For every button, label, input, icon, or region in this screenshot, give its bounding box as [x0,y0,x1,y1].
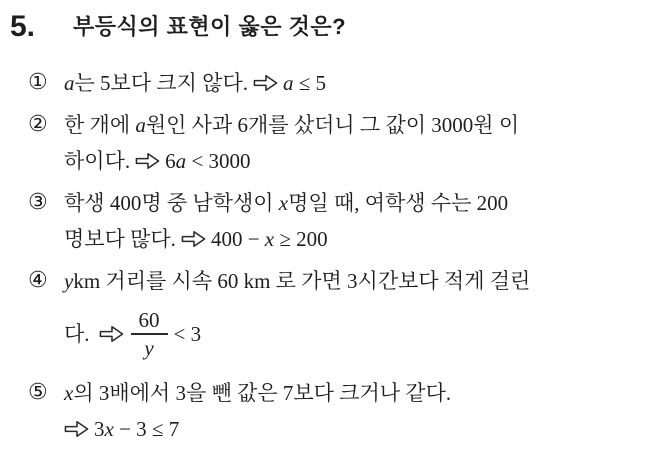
options-list [10,65,649,447]
math-variable: a [64,71,75,95]
rightwards-arrow-icon [99,324,124,344]
option-4-marker: ④ [28,268,48,293]
option-2-body [64,107,649,179]
option-4-body [64,263,649,369]
option-2 [28,107,649,179]
problem-number: 5. [10,10,36,43]
math-text: < 3 [173,322,202,346]
option-3 [28,185,649,257]
korean-text: 하이다. [64,149,131,173]
math-text: ≤ 5 [293,71,327,95]
math-variable: x [278,191,289,215]
option-3-body [64,185,649,257]
korean-text: 거리를 시속 60 km 로 가면 3시간보다 적게 걸린 [100,269,531,293]
option-1-line-1 [64,65,649,101]
option-1-body [64,65,649,101]
fraction-numerator: 60 [131,308,168,335]
problem-title: 부등식의 표현이 옳은 것은? [73,14,347,39]
korean-text: 명일 때, 여학생 수는 200 [288,191,509,215]
math-variable: a [135,113,146,137]
option-5-line-2 [64,411,649,447]
korean-text: 다. [64,322,90,346]
korean-text: 학생 400명 중 남학생이 [64,191,279,215]
math-variable: x [264,227,275,251]
option-4 [28,263,649,369]
option-3-marker: ③ [28,190,48,215]
korean-text: 원인 사과 6개를 샀더니 그 값이 3000원 이 [145,113,520,137]
problem-header [10,10,649,43]
math-text: 400 − [210,227,265,251]
math-text: − 3 ≤ 7 [113,417,180,441]
math-variable: x [104,417,114,441]
fraction [131,308,168,360]
rightwards-arrow-icon [253,73,278,93]
option-2-line-2 [64,143,649,179]
korean-text: 의 3배에서 3을 뺀 값은 7보다 크거나 같다. [73,381,452,405]
option-5-line-1 [64,375,649,411]
option-2-marker: ② [28,112,48,137]
option-3-line-2 [64,221,649,257]
math-text: 6 [165,149,176,173]
rightwards-arrow-icon [64,419,89,439]
korean-text: 명보다 많다. [64,227,176,251]
math-variable: a [283,71,294,95]
option-1-marker: ① [28,70,48,95]
korean-text: 한 개에 [64,113,136,137]
option-4-line-2 [64,299,649,369]
math-variable: x [64,381,74,405]
option-5-marker: ⑤ [28,380,48,405]
math-text: 3 [94,417,105,441]
math-text: km [73,269,101,293]
math-text: < 3000 [186,149,251,173]
math-text: ≥ 200 [274,227,328,251]
option-5-body [64,375,649,447]
math-variable: y [64,269,74,293]
option-2-line-1 [64,107,649,143]
rightwards-arrow-icon [135,151,160,171]
option-1 [28,65,649,101]
fraction-denominator: y [144,336,154,360]
math-variable: a [175,149,187,173]
option-4-line-1 [64,263,649,299]
option-5 [28,375,649,447]
option-3-line-1 [64,185,649,221]
rightwards-arrow-icon [181,229,206,249]
korean-text: 는 5보다 크지 않다. [74,71,249,95]
